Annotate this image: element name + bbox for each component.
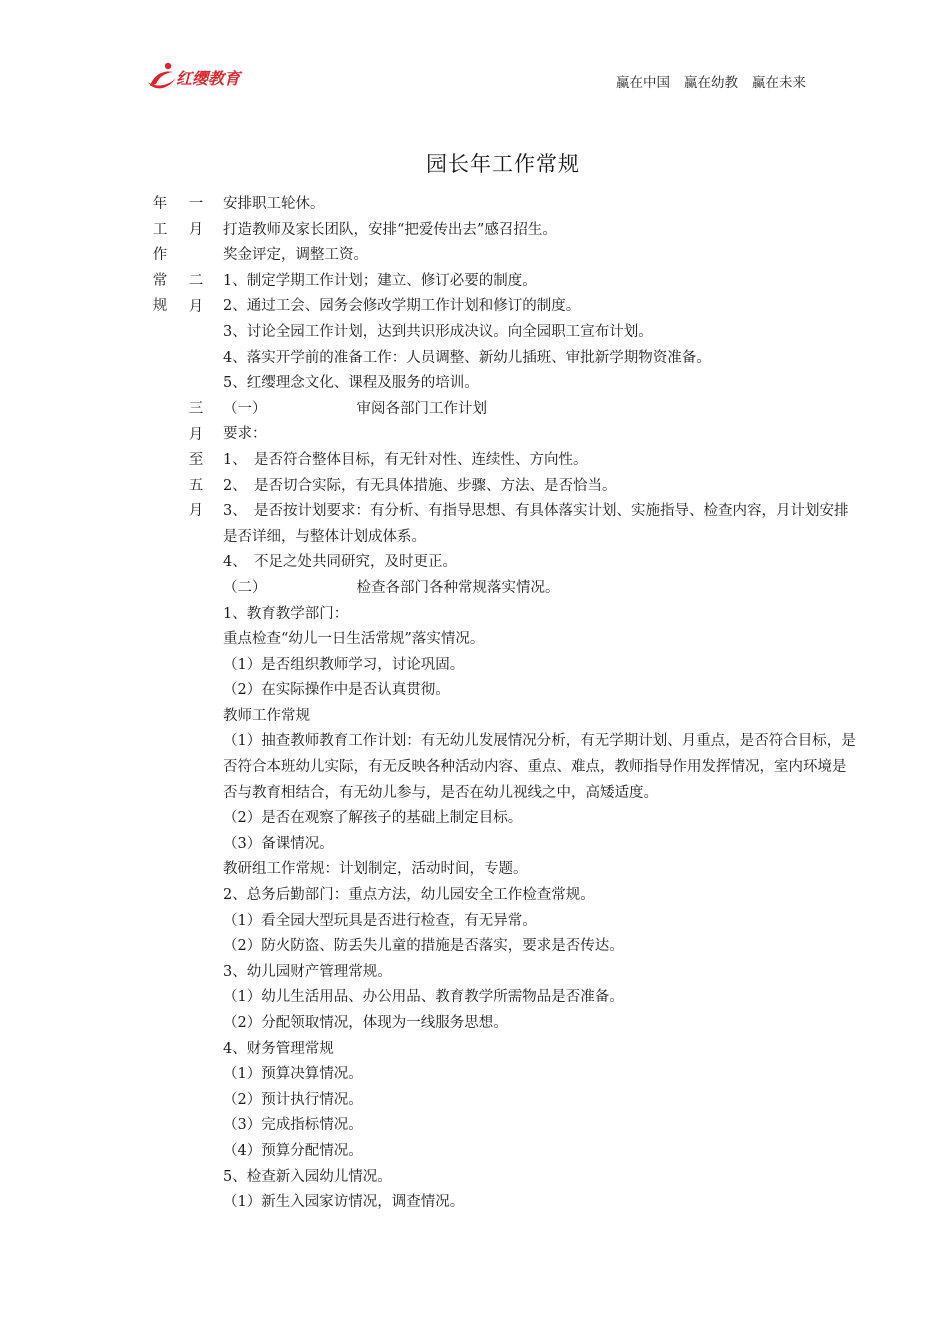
body-line: 3、 是否按计划要求：有分析、有指导思想、有具体落实计划、实施指导、检查内容，月计划安排是否详细，与整体计划成体系。 — [223, 503, 849, 545]
body-line: 3、幼儿园财产管理常规。 — [223, 963, 392, 980]
body-line: 2、总务后勤部门：重点方法，幼儿园安全工作检查常规。 — [223, 887, 595, 904]
body-line: （1）幼儿生活用品、办公用品、教育教学所需物品是否准备。 — [223, 989, 624, 1006]
body-line: （3）完成指标情况。 — [223, 1117, 363, 1134]
body-line: （3）备课情况。 — [223, 835, 334, 852]
month-char: 一 — [188, 196, 204, 212]
body-line: （2）是否在观察了解孩子的基础上制定目标。 — [223, 810, 523, 827]
body-line: 奖金评定，调整工资。 — [223, 247, 368, 264]
side-char: 作 — [152, 247, 168, 264]
month-jan — [187, 192, 205, 243]
month-char: 月 — [188, 221, 204, 238]
body-line: 打造教师及家长团队，安排“把爱传出去”感召招生。 — [223, 221, 557, 238]
document-body — [223, 192, 857, 1216]
slogan-1: 赢在中国 — [616, 75, 670, 91]
body-line: 安排职工轮休。 — [223, 196, 325, 212]
side-char: 规 — [152, 298, 168, 315]
body-line: （1）是否组织教师学习，讨论巩固。 — [223, 656, 465, 673]
section-label: （二） — [223, 579, 267, 596]
body-line: 1、制定学期工作计划；建立、修订必要的制度。 — [223, 272, 537, 289]
header-slogan — [616, 71, 806, 91]
month-char: 月 — [188, 503, 204, 520]
logo-swoosh-icon — [146, 60, 180, 92]
month-mar-may — [187, 397, 205, 525]
body-line: 2、 是否切合实际，有无具体措施、步骤、方法、是否恰当。 — [223, 477, 617, 494]
body-line: 教师工作常规 — [223, 707, 310, 724]
body-line: 教研组工作常规：计划制定，活动时间，专题。 — [223, 861, 528, 878]
body-line: （2）分配领取情况，体现为一线服务思想。 — [223, 1015, 508, 1031]
body-line: （1）看全园大型玩具是否进行检查，有无异常。 — [223, 912, 537, 929]
body-line: 5、检查新入园幼儿情况。 — [223, 1168, 392, 1185]
body-line: 要求： — [223, 426, 267, 443]
body-line: （2）预计执行情况。 — [223, 1091, 363, 1108]
month-feb — [187, 269, 205, 320]
section-heading-1 — [223, 397, 857, 423]
slogan-3: 赢在未来 — [752, 75, 806, 91]
slogan-2: 赢在幼教 — [684, 75, 738, 91]
body-line: （2）在实际操作中是否认真贯彻。 — [223, 682, 450, 699]
month-char: 月 — [188, 298, 204, 315]
side-char: 工 — [152, 221, 168, 238]
month-char: 二 — [188, 273, 204, 289]
section-label: （一） — [223, 400, 267, 417]
section-title: 检查各部门各种常规落实情况。 — [356, 579, 560, 596]
body-line: 3、讨论全园工作计划，达到共识形成决议。向全园职工宣布计划。 — [223, 323, 653, 340]
page-title: 园长年工作常规 — [426, 152, 580, 176]
body-line: （2）防火防盗、防丢失儿童的措施是否落实，要求是否传达。 — [223, 938, 624, 955]
month-char: 三 — [188, 401, 204, 417]
body-line: 4、财务管理常规 — [223, 1040, 334, 1057]
brand-logo — [146, 60, 256, 92]
body-line: （4）预算分配情况。 — [223, 1142, 363, 1159]
month-char: 月 — [188, 426, 204, 443]
body-line: 1、教育教学部门： — [223, 605, 349, 622]
logo-text: 红缨教育 — [176, 69, 241, 88]
body-line: 1、 是否符合整体目标，有无针对性、连续性、方向性。 — [223, 451, 588, 468]
body-line: （1）预算决算情况。 — [223, 1066, 363, 1083]
section-title: 审阅各部门工作计划 — [356, 400, 487, 417]
section-heading-2 — [223, 576, 857, 602]
body-line: 2、通过工会、园务会修改学期工作计划和修订的制度。 — [223, 298, 581, 315]
body-line: 重点检查“幼儿一日生活常规”落实情况。 — [223, 631, 485, 648]
body-line: 5、红缨理念文化、课程及服务的培训。 — [223, 375, 479, 392]
month-char: 至 — [188, 452, 204, 469]
side-label — [151, 192, 169, 320]
body-line: （1）抽查教师教育工作计划：有无幼儿发展情况分析，有无学期计划、月重点，是否符合目标，是否符合本班幼儿实际，有无反映各种活动内容、重点、难点，教师指导作用发挥情况，室内环境是否与教育相结合，有无幼儿参与，是否在幼儿视线之中，高矮适度。 — [223, 733, 856, 801]
side-char: 常 — [152, 272, 168, 289]
body-line: 4、落实开学前的准备工作：人员调整、新幼儿插班、审批新学期物资准备。 — [223, 349, 711, 366]
month-char: 五 — [188, 477, 204, 494]
body-line: 4、 不足之处共同研究，及时更正。 — [223, 554, 457, 571]
side-char: 年 — [152, 196, 168, 212]
body-line: （1）新生入园家访情况，调查情况。 — [223, 1194, 465, 1211]
